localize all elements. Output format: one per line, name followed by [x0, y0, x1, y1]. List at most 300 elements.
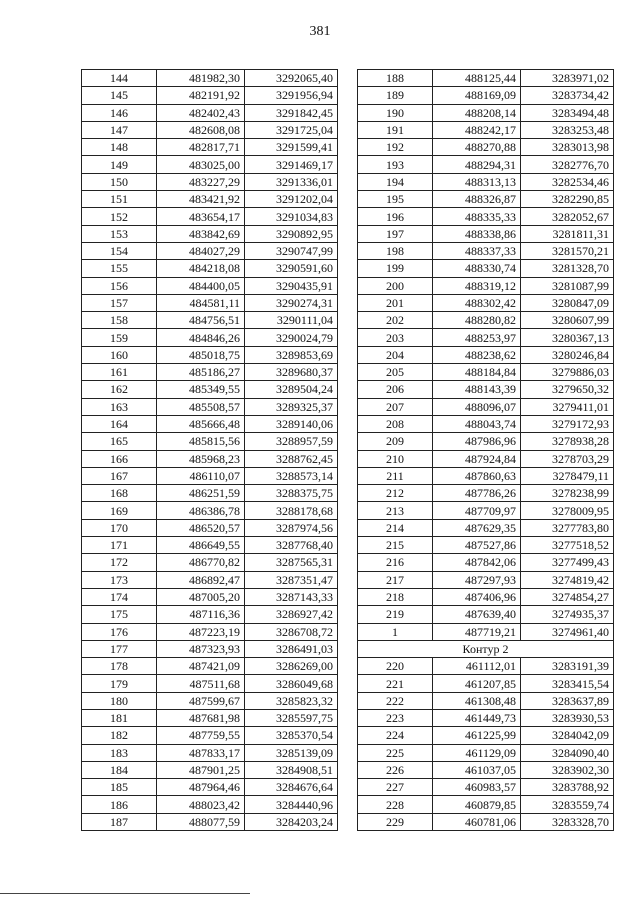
- point-number-cell: 216: [358, 554, 433, 571]
- point-number-cell: 202: [358, 312, 433, 329]
- point-number-cell: 213: [358, 502, 433, 519]
- point-number-cell: 157: [82, 294, 157, 311]
- point-number-cell: 175: [82, 606, 157, 623]
- y-coordinate-cell: 3277783,80: [521, 519, 614, 536]
- point-number-cell: 185: [82, 779, 157, 796]
- table-row: [82, 709, 338, 726]
- point-number-cell: 198: [358, 242, 433, 259]
- x-coordinate-cell: 487527,86: [433, 537, 521, 554]
- x-coordinate-cell: 484756,51: [157, 312, 245, 329]
- y-coordinate-cell: 3284203,24: [245, 813, 338, 830]
- table-row: [82, 398, 338, 415]
- y-coordinate-cell: 3283637,89: [521, 692, 614, 709]
- point-number-cell: 215: [358, 537, 433, 554]
- y-coordinate-cell: 3283971,02: [521, 70, 614, 87]
- x-coordinate-cell: 482608,08: [157, 121, 245, 138]
- point-number-cell: 170: [82, 519, 157, 536]
- point-number-cell: 220: [358, 658, 433, 675]
- y-coordinate-cell: 3289504,24: [245, 381, 338, 398]
- table-row: [358, 606, 614, 623]
- y-coordinate-cell: 3289140,06: [245, 415, 338, 432]
- table-row: [82, 173, 338, 190]
- x-coordinate-cell: 488023,42: [157, 796, 245, 813]
- y-coordinate-cell: 3283559,74: [521, 796, 614, 813]
- y-coordinate-cell: 3290274,31: [245, 294, 338, 311]
- page-number: 381: [309, 24, 331, 39]
- y-coordinate-cell: 3291725,04: [245, 121, 338, 138]
- x-coordinate-cell: 488242,17: [433, 121, 521, 138]
- y-coordinate-cell: 3291956,94: [245, 87, 338, 104]
- y-coordinate-cell: 3287143,33: [245, 588, 338, 605]
- table-row: [358, 294, 614, 311]
- point-number-cell: 1: [358, 623, 433, 640]
- x-coordinate-cell: 485018,75: [157, 346, 245, 363]
- y-coordinate-cell: 3284440,96: [245, 796, 338, 813]
- point-number-cell: 188: [358, 70, 433, 87]
- point-number-cell: 153: [82, 225, 157, 242]
- point-number-cell: 193: [358, 156, 433, 173]
- y-coordinate-cell: 3274854,27: [521, 588, 614, 605]
- x-coordinate-cell: 486520,57: [157, 519, 245, 536]
- table-row: [82, 364, 338, 381]
- point-number-cell: 151: [82, 191, 157, 208]
- table-row: [82, 519, 338, 536]
- x-coordinate-cell: 487719,21: [433, 623, 521, 640]
- point-number-cell: 199: [358, 260, 433, 277]
- point-number-cell: 177: [82, 640, 157, 657]
- x-coordinate-cell: 483654,17: [157, 208, 245, 225]
- x-coordinate-cell: 483842,69: [157, 225, 245, 242]
- x-coordinate-cell: 460983,57: [433, 779, 521, 796]
- point-number-cell: 171: [82, 537, 157, 554]
- point-number-cell: 194: [358, 173, 433, 190]
- table-row: [82, 744, 338, 761]
- x-coordinate-cell: 487964,46: [157, 779, 245, 796]
- table-row: [358, 709, 614, 726]
- table-row: [358, 675, 614, 692]
- table-row: [358, 727, 614, 744]
- table-row: [82, 658, 338, 675]
- point-number-cell: 200: [358, 277, 433, 294]
- point-number-cell: 182: [82, 727, 157, 744]
- x-coordinate-cell: 487599,67: [157, 692, 245, 709]
- x-coordinate-cell: 488294,31: [433, 156, 521, 173]
- x-coordinate-cell: 488238,62: [433, 346, 521, 363]
- y-coordinate-cell: 3290892,95: [245, 225, 338, 242]
- y-coordinate-cell: 3282290,85: [521, 191, 614, 208]
- x-coordinate-cell: 488208,14: [433, 104, 521, 121]
- y-coordinate-cell: 3283328,70: [521, 813, 614, 830]
- point-number-cell: 223: [358, 709, 433, 726]
- y-coordinate-cell: 3282534,46: [521, 173, 614, 190]
- x-coordinate-cell: 488338,86: [433, 225, 521, 242]
- point-number-cell: 190: [358, 104, 433, 121]
- x-coordinate-cell: 485815,56: [157, 433, 245, 450]
- y-coordinate-cell: 3288957,59: [245, 433, 338, 450]
- table-row: [82, 346, 338, 363]
- table-row: [82, 502, 338, 519]
- point-number-cell: 168: [82, 485, 157, 502]
- y-coordinate-cell: 3278238,99: [521, 485, 614, 502]
- point-number-cell: 192: [358, 139, 433, 156]
- point-number-cell: 222: [358, 692, 433, 709]
- table-row: [82, 761, 338, 778]
- x-coordinate-cell: 487986,96: [433, 433, 521, 450]
- y-coordinate-cell: 3285597,75: [245, 709, 338, 726]
- table-row: [82, 796, 338, 813]
- coordinates-table-right: [357, 69, 614, 831]
- point-number-cell: 176: [82, 623, 157, 640]
- table-row: [82, 277, 338, 294]
- x-coordinate-cell: 488302,42: [433, 294, 521, 311]
- table-row: [358, 70, 614, 87]
- y-coordinate-cell: 3286269,00: [245, 658, 338, 675]
- x-coordinate-cell: 487005,20: [157, 588, 245, 605]
- x-coordinate-cell: 488184,84: [433, 364, 521, 381]
- point-number-cell: 169: [82, 502, 157, 519]
- table-row: [82, 260, 338, 277]
- x-coordinate-cell: 488313,13: [433, 173, 521, 190]
- point-number-cell: 167: [82, 467, 157, 484]
- point-number-cell: 225: [358, 744, 433, 761]
- y-coordinate-cell: 3284042,09: [521, 727, 614, 744]
- y-coordinate-cell: 3279886,03: [521, 364, 614, 381]
- y-coordinate-cell: 3279650,32: [521, 381, 614, 398]
- table-row: [82, 433, 338, 450]
- table-row: [82, 467, 338, 484]
- x-coordinate-cell: 487759,55: [157, 727, 245, 744]
- y-coordinate-cell: 3282776,70: [521, 156, 614, 173]
- x-coordinate-cell: 488096,07: [433, 398, 521, 415]
- x-coordinate-cell: 488169,09: [433, 87, 521, 104]
- table-row: [358, 571, 614, 588]
- point-number-cell: 183: [82, 744, 157, 761]
- table-row: [358, 692, 614, 709]
- point-number-cell: 160: [82, 346, 157, 363]
- y-coordinate-cell: 3280246,84: [521, 346, 614, 363]
- table-row: [82, 640, 338, 657]
- point-number-cell: 219: [358, 606, 433, 623]
- y-coordinate-cell: 3281570,21: [521, 242, 614, 259]
- point-number-cell: 196: [358, 208, 433, 225]
- contour-header-row: [358, 640, 614, 657]
- y-coordinate-cell: 3285823,32: [245, 692, 338, 709]
- point-number-cell: 145: [82, 87, 157, 104]
- point-number-cell: 179: [82, 675, 157, 692]
- point-number-cell: 146: [82, 104, 157, 121]
- y-coordinate-cell: 3291599,41: [245, 139, 338, 156]
- table-row: [358, 277, 614, 294]
- point-number-cell: 204: [358, 346, 433, 363]
- point-number-cell: 226: [358, 761, 433, 778]
- table-row: [358, 658, 614, 675]
- table-row: [358, 467, 614, 484]
- point-number-cell: 195: [358, 191, 433, 208]
- table-row: [358, 104, 614, 121]
- y-coordinate-cell: 3289680,37: [245, 364, 338, 381]
- y-coordinate-cell: 3284908,51: [245, 761, 338, 778]
- point-number-cell: 162: [82, 381, 157, 398]
- y-coordinate-cell: 3280847,09: [521, 294, 614, 311]
- table-row: [82, 121, 338, 138]
- point-number-cell: 208: [358, 415, 433, 432]
- point-number-cell: 154: [82, 242, 157, 259]
- table-row: [82, 692, 338, 709]
- table-row: [358, 433, 614, 450]
- y-coordinate-cell: 3291034,83: [245, 208, 338, 225]
- x-coordinate-cell: 488270,88: [433, 139, 521, 156]
- point-number-cell: 148: [82, 139, 157, 156]
- x-coordinate-cell: 487860,63: [433, 467, 521, 484]
- x-coordinate-cell: 460781,06: [433, 813, 521, 830]
- y-coordinate-cell: 3278479,11: [521, 467, 614, 484]
- point-number-cell: 186: [82, 796, 157, 813]
- y-coordinate-cell: 3283253,48: [521, 121, 614, 138]
- point-number-cell: 201: [358, 294, 433, 311]
- x-coordinate-cell: 488337,33: [433, 242, 521, 259]
- point-number-cell: 228: [358, 796, 433, 813]
- point-number-cell: 227: [358, 779, 433, 796]
- y-coordinate-cell: 3287351,47: [245, 571, 338, 588]
- y-coordinate-cell: 3279411,01: [521, 398, 614, 415]
- x-coordinate-cell: 488280,82: [433, 312, 521, 329]
- y-coordinate-cell: 3291336,01: [245, 173, 338, 190]
- x-coordinate-cell: 482817,71: [157, 139, 245, 156]
- table-row: [358, 398, 614, 415]
- table-row: [358, 779, 614, 796]
- x-coordinate-cell: 488326,87: [433, 191, 521, 208]
- y-coordinate-cell: 3277499,43: [521, 554, 614, 571]
- x-coordinate-cell: 488335,33: [433, 208, 521, 225]
- x-coordinate-cell: 461112,01: [433, 658, 521, 675]
- point-number-cell: 166: [82, 450, 157, 467]
- table-row: [82, 813, 338, 830]
- x-coordinate-cell: 488319,12: [433, 277, 521, 294]
- table-row: [82, 588, 338, 605]
- table-row: [358, 381, 614, 398]
- table-row: [82, 225, 338, 242]
- y-coordinate-cell: 3281811,31: [521, 225, 614, 242]
- point-number-cell: 156: [82, 277, 157, 294]
- point-number-cell: 144: [82, 70, 157, 87]
- y-coordinate-cell: 3283415,54: [521, 675, 614, 692]
- y-coordinate-cell: 3291469,17: [245, 156, 338, 173]
- point-number-cell: 173: [82, 571, 157, 588]
- y-coordinate-cell: 3290024,79: [245, 329, 338, 346]
- table-row: [358, 537, 614, 554]
- x-coordinate-cell: 486892,47: [157, 571, 245, 588]
- x-coordinate-cell: 487297,93: [433, 571, 521, 588]
- y-coordinate-cell: 3278938,28: [521, 433, 614, 450]
- y-coordinate-cell: 3282052,67: [521, 208, 614, 225]
- table-row: [82, 208, 338, 225]
- point-number-cell: 174: [82, 588, 157, 605]
- y-coordinate-cell: 3283494,48: [521, 104, 614, 121]
- y-coordinate-cell: 3284090,40: [521, 744, 614, 761]
- x-coordinate-cell: 487842,06: [433, 554, 521, 571]
- point-number-cell: 184: [82, 761, 157, 778]
- table-row: [358, 225, 614, 242]
- x-coordinate-cell: 484400,05: [157, 277, 245, 294]
- x-coordinate-cell: 487709,97: [433, 502, 521, 519]
- table-row: [82, 329, 338, 346]
- y-coordinate-cell: 3283734,42: [521, 87, 614, 104]
- point-number-cell: 212: [358, 485, 433, 502]
- table-row: [82, 675, 338, 692]
- y-coordinate-cell: 3287768,40: [245, 537, 338, 554]
- table-row: [358, 139, 614, 156]
- table-row: [358, 761, 614, 778]
- x-coordinate-cell: 487924,84: [433, 450, 521, 467]
- y-coordinate-cell: 3285370,54: [245, 727, 338, 744]
- table-row: [82, 156, 338, 173]
- y-coordinate-cell: 3292065,40: [245, 70, 338, 87]
- x-coordinate-cell: 485968,23: [157, 450, 245, 467]
- point-number-cell: 152: [82, 208, 157, 225]
- table-row: [358, 796, 614, 813]
- y-coordinate-cell: 3277518,52: [521, 537, 614, 554]
- table-row: [358, 173, 614, 190]
- x-coordinate-cell: 488077,59: [157, 813, 245, 830]
- table-row: [82, 571, 338, 588]
- table-row: [358, 588, 614, 605]
- x-coordinate-cell: 461225,99: [433, 727, 521, 744]
- table-row: [82, 485, 338, 502]
- y-coordinate-cell: 3283788,92: [521, 779, 614, 796]
- x-coordinate-cell: 486770,82: [157, 554, 245, 571]
- y-coordinate-cell: 3290747,99: [245, 242, 338, 259]
- y-coordinate-cell: 3290435,91: [245, 277, 338, 294]
- point-number-cell: 218: [358, 588, 433, 605]
- point-number-cell: 221: [358, 675, 433, 692]
- y-coordinate-cell: 3281328,70: [521, 260, 614, 277]
- point-number-cell: 205: [358, 364, 433, 381]
- table-row: [358, 208, 614, 225]
- x-coordinate-cell: 485508,57: [157, 398, 245, 415]
- y-coordinate-cell: 3283930,53: [521, 709, 614, 726]
- x-coordinate-cell: 488330,74: [433, 260, 521, 277]
- table-row: [358, 485, 614, 502]
- y-coordinate-cell: 3289853,69: [245, 346, 338, 363]
- table-row: [358, 364, 614, 381]
- x-coordinate-cell: 485186,27: [157, 364, 245, 381]
- table-row: [82, 415, 338, 432]
- point-number-cell: 197: [358, 225, 433, 242]
- x-coordinate-cell: 487901,25: [157, 761, 245, 778]
- y-coordinate-cell: 3286491,03: [245, 640, 338, 657]
- x-coordinate-cell: 487406,96: [433, 588, 521, 605]
- table-row: [358, 502, 614, 519]
- x-coordinate-cell: 484027,29: [157, 242, 245, 259]
- y-coordinate-cell: 3280607,99: [521, 312, 614, 329]
- table-row: [82, 623, 338, 640]
- table-row: [82, 450, 338, 467]
- x-coordinate-cell: 461308,48: [433, 692, 521, 709]
- y-coordinate-cell: 3288762,45: [245, 450, 338, 467]
- point-number-cell: 214: [358, 519, 433, 536]
- y-coordinate-cell: 3283013,98: [521, 139, 614, 156]
- x-coordinate-cell: 483227,29: [157, 173, 245, 190]
- y-coordinate-cell: 3284676,64: [245, 779, 338, 796]
- table-row: [358, 554, 614, 571]
- x-coordinate-cell: 485349,55: [157, 381, 245, 398]
- x-coordinate-cell: 487223,19: [157, 623, 245, 640]
- y-coordinate-cell: 3285139,09: [245, 744, 338, 761]
- point-number-cell: 163: [82, 398, 157, 415]
- x-coordinate-cell: 486649,55: [157, 537, 245, 554]
- y-coordinate-cell: 3291202,04: [245, 191, 338, 208]
- x-coordinate-cell: 484581,11: [157, 294, 245, 311]
- x-coordinate-cell: 488043,74: [433, 415, 521, 432]
- y-coordinate-cell: 3283191,39: [521, 658, 614, 675]
- x-coordinate-cell: 484846,26: [157, 329, 245, 346]
- y-coordinate-cell: 3286927,42: [245, 606, 338, 623]
- table-row: [82, 537, 338, 554]
- point-number-cell: 217: [358, 571, 433, 588]
- point-number-cell: 159: [82, 329, 157, 346]
- table-row: [82, 727, 338, 744]
- table-row: [358, 415, 614, 432]
- table-row: [82, 104, 338, 121]
- y-coordinate-cell: 3288375,75: [245, 485, 338, 502]
- x-coordinate-cell: 461037,05: [433, 761, 521, 778]
- table-row: [358, 813, 614, 830]
- point-number-cell: 206: [358, 381, 433, 398]
- table-row: [82, 242, 338, 259]
- y-coordinate-cell: 3279172,93: [521, 415, 614, 432]
- table-row: [82, 87, 338, 104]
- x-coordinate-cell: 488143,39: [433, 381, 521, 398]
- x-coordinate-cell: 487639,40: [433, 606, 521, 623]
- table-row: [82, 191, 338, 208]
- y-coordinate-cell: 3280367,13: [521, 329, 614, 346]
- point-number-cell: 180: [82, 692, 157, 709]
- point-number-cell: 178: [82, 658, 157, 675]
- point-number-cell: 210: [358, 450, 433, 467]
- y-coordinate-cell: 3288178,68: [245, 502, 338, 519]
- table-row: [358, 191, 614, 208]
- coordinates-table-left: [81, 69, 338, 831]
- x-coordinate-cell: 487116,36: [157, 606, 245, 623]
- y-coordinate-cell: 3286049,68: [245, 675, 338, 692]
- table-row: [358, 744, 614, 761]
- point-number-cell: 211: [358, 467, 433, 484]
- point-number-cell: 187: [82, 813, 157, 830]
- table-row: [358, 329, 614, 346]
- table-row: [358, 312, 614, 329]
- x-coordinate-cell: 484218,08: [157, 260, 245, 277]
- y-coordinate-cell: 3289325,37: [245, 398, 338, 415]
- table-row: [82, 312, 338, 329]
- y-coordinate-cell: 3291842,45: [245, 104, 338, 121]
- y-coordinate-cell: 3278009,95: [521, 502, 614, 519]
- y-coordinate-cell: 3281087,99: [521, 277, 614, 294]
- point-number-cell: 155: [82, 260, 157, 277]
- x-coordinate-cell: 486251,59: [157, 485, 245, 502]
- y-coordinate-cell: 3287565,31: [245, 554, 338, 571]
- table-row: [358, 87, 614, 104]
- point-number-cell: 164: [82, 415, 157, 432]
- point-number-cell: 181: [82, 709, 157, 726]
- point-number-cell: 203: [358, 329, 433, 346]
- point-number-cell: 224: [358, 727, 433, 744]
- x-coordinate-cell: 487833,17: [157, 744, 245, 761]
- table-row: [358, 121, 614, 138]
- y-coordinate-cell: 3274961,40: [521, 623, 614, 640]
- point-number-cell: 209: [358, 433, 433, 450]
- table-row: [358, 623, 614, 640]
- x-coordinate-cell: 483421,92: [157, 191, 245, 208]
